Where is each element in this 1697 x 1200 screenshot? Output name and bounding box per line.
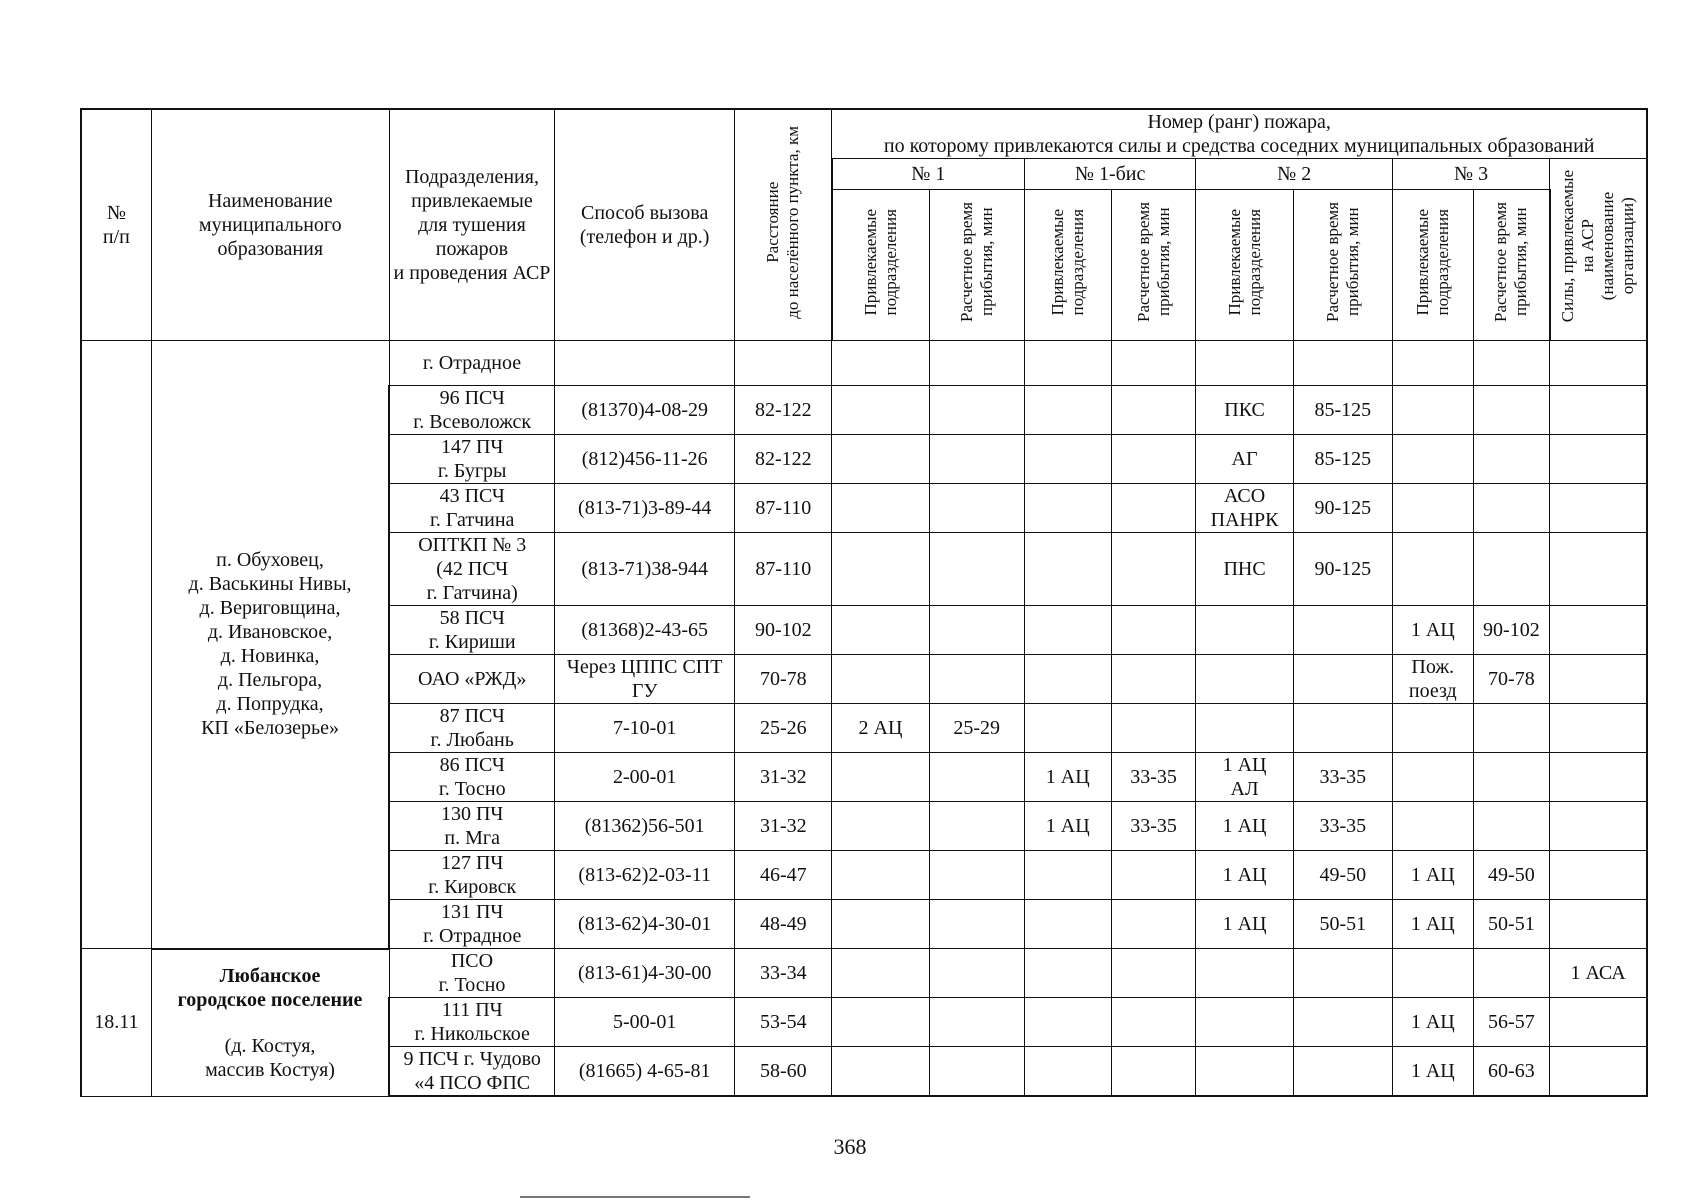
rank2-time-cell: 90-125 — [1293, 484, 1392, 533]
block1-body — [81, 341, 1647, 949]
rank1bis-time-cell — [1111, 606, 1196, 655]
rank1-units-cell — [832, 606, 929, 655]
table-row — [81, 949, 1647, 998]
rank1bis-units-cell — [1024, 949, 1111, 998]
rank3-units-cell — [1392, 533, 1473, 606]
header-r2-units: Привлекаемые подразделения — [1196, 190, 1293, 341]
rank3-units-cell — [1392, 386, 1473, 435]
rank1bis-time-cell: 33-35 — [1111, 802, 1196, 851]
unit-cell: г. Отрадное — [389, 341, 554, 386]
rank3-time-cell: 56-57 — [1473, 998, 1550, 1047]
rank3-units-cell: 1 АЦ — [1392, 998, 1473, 1047]
rank2-units-cell — [1196, 998, 1293, 1047]
header-rank-1: № 1 — [832, 159, 1024, 190]
unit-cell: 87 ПСЧ г. Любань — [389, 704, 554, 753]
rank2-units-cell — [1196, 341, 1293, 386]
rank3-time-cell — [1473, 484, 1550, 533]
rank1bis-time-cell — [1111, 949, 1196, 998]
rank3-time-cell — [1473, 435, 1550, 484]
rank2-time-cell: 85-125 — [1293, 386, 1392, 435]
rank2-units-cell — [1196, 949, 1293, 998]
header-asr-forces: Силы, привлекаемые на АСР (наименование организации) — [1550, 159, 1647, 341]
rank1bis-units-cell — [1024, 1047, 1111, 1097]
unit-cell: ПСО г. Тосно — [389, 949, 554, 998]
header-rank-2: № 2 — [1196, 159, 1393, 190]
header-call-method: Способ вызова (телефон и др.) — [555, 109, 735, 341]
distance-cell — [735, 341, 832, 386]
rank1bis-time-cell — [1111, 435, 1196, 484]
rank1-time-cell — [929, 655, 1024, 704]
rank3-units-cell — [1392, 949, 1473, 998]
call-cell: 5-00-01 — [555, 998, 735, 1047]
rank1bis-time-cell — [1111, 341, 1196, 386]
header-r1bis-units: Привлекаемые подразделения — [1024, 190, 1111, 341]
rank2-units-cell — [1196, 704, 1293, 753]
rank1bis-units-cell — [1024, 533, 1111, 606]
rank3-time-cell — [1473, 753, 1550, 802]
municipality-cell — [151, 341, 389, 949]
distance-cell: 90-102 — [735, 606, 832, 655]
rank1bis-time-cell: 33-35 — [1111, 753, 1196, 802]
asr-cell — [1550, 851, 1647, 900]
rank2-units-cell: АСО ПАНРК — [1196, 484, 1293, 533]
header-number: № п/п — [81, 109, 151, 341]
rank3-time-cell — [1473, 341, 1550, 386]
rank2-units-cell — [1196, 1047, 1293, 1097]
rank1-units-cell — [832, 998, 929, 1047]
unit-cell: 130 ПЧ п. Мга — [389, 802, 554, 851]
asr-cell: 1 АСА — [1550, 949, 1647, 998]
distance-cell: 33-34 — [735, 949, 832, 998]
unit-cell: ОАО «РЖД» — [389, 655, 554, 704]
asr-cell — [1550, 606, 1647, 655]
rank3-time-cell — [1473, 704, 1550, 753]
rank1-time-cell — [929, 533, 1024, 606]
asr-cell — [1550, 753, 1647, 802]
rank3-units-cell — [1392, 484, 1473, 533]
row-number-cell: 18.11 — [81, 949, 151, 1097]
call-cell: (81370)4-08-29 — [555, 386, 735, 435]
rank2-time-cell: 85-125 — [1293, 435, 1392, 484]
asr-cell — [1550, 802, 1647, 851]
municipality-name: Любанское городское поселение — [177, 964, 363, 1011]
rank2-units-cell: ПНС — [1196, 533, 1293, 606]
rank2-units-cell: 1 АЦ — [1196, 802, 1293, 851]
unit-cell: 58 ПСЧ г. Кириши — [389, 606, 554, 655]
rank3-units-cell: 1 АЦ — [1392, 900, 1473, 949]
distance-cell: 82-122 — [735, 386, 832, 435]
header-rank-title: Номер (ранг) пожара, по которому привлекаются силы и средства соседних муниципальных образований — [832, 109, 1647, 159]
header-units: Подразделения, привлекаемые для тушения пожаров и проведения АСР — [389, 109, 554, 341]
rank2-time-cell: 49-50 — [1293, 851, 1392, 900]
block2-body — [81, 949, 1647, 1097]
rank2-units-cell: 1 АЦ — [1196, 900, 1293, 949]
rank1-units-cell — [832, 900, 929, 949]
rank3-time-cell: 70-78 — [1473, 655, 1550, 704]
distance-cell: 87-110 — [735, 484, 832, 533]
rank1bis-time-cell — [1111, 484, 1196, 533]
unit-cell: 86 ПСЧ г. Тосно — [389, 753, 554, 802]
asr-cell — [1550, 900, 1647, 949]
rank1bis-units-cell — [1024, 655, 1111, 704]
rank1-units-cell — [832, 753, 929, 802]
call-cell: (813-71)3-89-44 — [555, 484, 735, 533]
rank1-time-cell: 25-29 — [929, 704, 1024, 753]
distance-cell: 31-32 — [735, 802, 832, 851]
rank3-units-cell: 1 АЦ — [1392, 1047, 1473, 1097]
asr-cell — [1550, 435, 1647, 484]
distance-cell: 25-26 — [735, 704, 832, 753]
unit-cell: 43 ПСЧ г. Гатчина — [389, 484, 554, 533]
call-cell: (813-61)4-30-00 — [555, 949, 735, 998]
rank3-time-cell: 49-50 — [1473, 851, 1550, 900]
header-r3-units: Привлекаемые подразделения — [1392, 190, 1473, 341]
header-rank-1bis: № 1-бис — [1024, 159, 1196, 190]
rank1-units-cell — [832, 802, 929, 851]
rank1bis-time-cell — [1111, 900, 1196, 949]
rank2-time-cell — [1293, 998, 1392, 1047]
rank1-time-cell — [929, 484, 1024, 533]
rank1bis-units-cell — [1024, 341, 1111, 386]
unit-cell: ОПТКП № 3 (42 ПСЧ г. Гатчина) — [389, 533, 554, 606]
rank1-units-cell: 2 АЦ — [832, 704, 929, 753]
rank3-time-cell — [1473, 386, 1550, 435]
unit-cell: 9 ПСЧ г. Чудово «4 ПСО ФПС — [389, 1047, 554, 1097]
rank1-time-cell — [929, 1047, 1024, 1097]
table-row — [81, 341, 1647, 386]
rank3-units-cell — [1392, 341, 1473, 386]
rank3-time-cell — [1473, 949, 1550, 998]
rank1-units-cell — [832, 949, 929, 998]
rank3-units-cell — [1392, 704, 1473, 753]
call-cell: 7-10-01 — [555, 704, 735, 753]
asr-cell — [1550, 484, 1647, 533]
unit-cell: 127 ПЧ г. Кировск — [389, 851, 554, 900]
asr-cell — [1550, 533, 1647, 606]
rank1bis-units-cell — [1024, 606, 1111, 655]
rank1bis-units-cell: 1 АЦ — [1024, 753, 1111, 802]
rank2-time-cell — [1293, 341, 1392, 386]
asr-cell — [1550, 341, 1647, 386]
header-municipality: Наименование муниципального образования — [151, 109, 389, 341]
distance-cell: 82-122 — [735, 435, 832, 484]
rank3-units-cell: Пож. поезд — [1392, 655, 1473, 704]
rank1-time-cell — [929, 949, 1024, 998]
distance-cell: 58-60 — [735, 1047, 832, 1097]
call-cell: (81368)2-43-65 — [555, 606, 735, 655]
rank1-units-cell — [832, 655, 929, 704]
rank1bis-time-cell — [1111, 704, 1196, 753]
unit-cell: 147 ПЧ г. Бугры — [389, 435, 554, 484]
rank1bis-units-cell — [1024, 704, 1111, 753]
asr-cell — [1550, 655, 1647, 704]
unit-cell: 96 ПСЧ г. Всеволожск — [389, 386, 554, 435]
rank2-time-cell: 50-51 — [1293, 900, 1392, 949]
rank1bis-units-cell — [1024, 900, 1111, 949]
rank1bis-units-cell — [1024, 435, 1111, 484]
rank1-units-cell — [832, 533, 929, 606]
rank2-time-cell — [1293, 949, 1392, 998]
rank3-time-cell — [1473, 533, 1550, 606]
rank2-units-cell: АГ — [1196, 435, 1293, 484]
header-rank-3: № 3 — [1392, 159, 1549, 190]
distance-cell: 31-32 — [735, 753, 832, 802]
header-r3-time: Расчетное время прибытия, мин — [1473, 190, 1550, 341]
asr-cell — [1550, 386, 1647, 435]
distance-cell: 46-47 — [735, 851, 832, 900]
rank1-units-cell — [832, 484, 929, 533]
rank2-time-cell — [1293, 1047, 1392, 1097]
call-cell: (81665) 4-65-81 — [555, 1047, 735, 1097]
rank1-units-cell — [832, 386, 929, 435]
asr-cell — [1550, 998, 1647, 1047]
call-cell: (812)456-11-26 — [555, 435, 735, 484]
rank1-units-cell — [832, 1047, 929, 1097]
rank3-units-cell — [1392, 435, 1473, 484]
rank1bis-units-cell — [1024, 386, 1111, 435]
rank3-time-cell: 60-63 — [1473, 1047, 1550, 1097]
rank1-time-cell — [929, 606, 1024, 655]
rank1-time-cell — [929, 998, 1024, 1047]
rank1-time-cell — [929, 341, 1024, 386]
rank3-units-cell — [1392, 802, 1473, 851]
municipality-locations: п. Обуховец, д. Васькины Нивы, д. Вериговщина, д. Ивановское, д. Новинка, д. Пельгора, д. Попрудка, КП «Белозерье» — [188, 549, 352, 740]
call-cell: (813-71)38-944 — [555, 533, 735, 606]
distance-cell: 70-78 — [735, 655, 832, 704]
asr-cell — [1550, 704, 1647, 753]
rank1bis-units-cell — [1024, 484, 1111, 533]
header-distance: Расстояние до населённого пункта, км — [735, 109, 832, 341]
rank1bis-units-cell — [1024, 998, 1111, 1047]
rank1-time-cell — [929, 435, 1024, 484]
header-r1bis-time: Расчетное время прибытия, мин — [1111, 190, 1196, 341]
header-r1-units: Привлекаемые подразделения — [832, 190, 929, 341]
call-cell: 2-00-01 — [555, 753, 735, 802]
rank1bis-time-cell — [1111, 655, 1196, 704]
rank1bis-time-cell — [1111, 533, 1196, 606]
rank1bis-units-cell: 1 АЦ — [1024, 802, 1111, 851]
rank1-units-cell — [832, 341, 929, 386]
rank1-units-cell — [832, 435, 929, 484]
rank2-time-cell: 33-35 — [1293, 802, 1392, 851]
municipality-cell — [151, 949, 389, 1097]
call-cell: (813-62)4-30-01 — [555, 900, 735, 949]
fire-resources-table — [80, 108, 1648, 1097]
footer-rule — [520, 1196, 750, 1198]
rank2-time-cell — [1293, 655, 1392, 704]
rank2-time-cell — [1293, 606, 1392, 655]
rank3-units-cell — [1392, 753, 1473, 802]
header-r1-time: Расчетное время прибытия, мин — [929, 190, 1024, 341]
rank1-time-cell — [929, 900, 1024, 949]
rank3-time-cell: 50-51 — [1473, 900, 1550, 949]
rank2-time-cell: 33-35 — [1293, 753, 1392, 802]
page-number: 368 — [833, 1134, 867, 1159]
header-r2-time: Расчетное время прибытия, мин — [1293, 190, 1392, 341]
distance-cell: 53-54 — [735, 998, 832, 1047]
rank3-time-cell — [1473, 802, 1550, 851]
rank1bis-time-cell — [1111, 851, 1196, 900]
unit-cell: 131 ПЧ г. Отрадное — [389, 900, 554, 949]
rank1-time-cell — [929, 386, 1024, 435]
rank1bis-units-cell — [1024, 851, 1111, 900]
rank1-time-cell — [929, 802, 1024, 851]
rank2-time-cell — [1293, 704, 1392, 753]
call-cell: (813-62)2-03-11 — [555, 851, 735, 900]
rank2-units-cell — [1196, 606, 1293, 655]
distance-cell: 87-110 — [735, 533, 832, 606]
call-cell — [555, 341, 735, 386]
distance-cell: 48-49 — [735, 900, 832, 949]
rank1-time-cell — [929, 851, 1024, 900]
municipality-locations: (д. Костуя, массив Костуя) — [205, 1034, 335, 1081]
rank1-units-cell — [832, 851, 929, 900]
rank1-time-cell — [929, 753, 1024, 802]
rank1bis-time-cell — [1111, 386, 1196, 435]
rank3-units-cell: 1 АЦ — [1392, 606, 1473, 655]
rank3-time-cell: 90-102 — [1473, 606, 1550, 655]
rank3-units-cell: 1 АЦ — [1392, 851, 1473, 900]
unit-cell: 111 ПЧ г. Никольское — [389, 998, 554, 1047]
rank2-time-cell: 90-125 — [1293, 533, 1392, 606]
rank2-units-cell: 1 АЦ — [1196, 851, 1293, 900]
rank2-units-cell: ПКС — [1196, 386, 1293, 435]
rank2-units-cell — [1196, 655, 1293, 704]
rank1bis-time-cell — [1111, 1047, 1196, 1097]
row-number-cell — [81, 341, 151, 949]
rank1bis-time-cell — [1111, 998, 1196, 1047]
call-cell: Через ЦППС СПТ ГУ — [555, 655, 735, 704]
call-cell: (81362)56-501 — [555, 802, 735, 851]
asr-cell — [1550, 1047, 1647, 1097]
rank2-units-cell: 1 АЦ АЛ — [1196, 753, 1293, 802]
